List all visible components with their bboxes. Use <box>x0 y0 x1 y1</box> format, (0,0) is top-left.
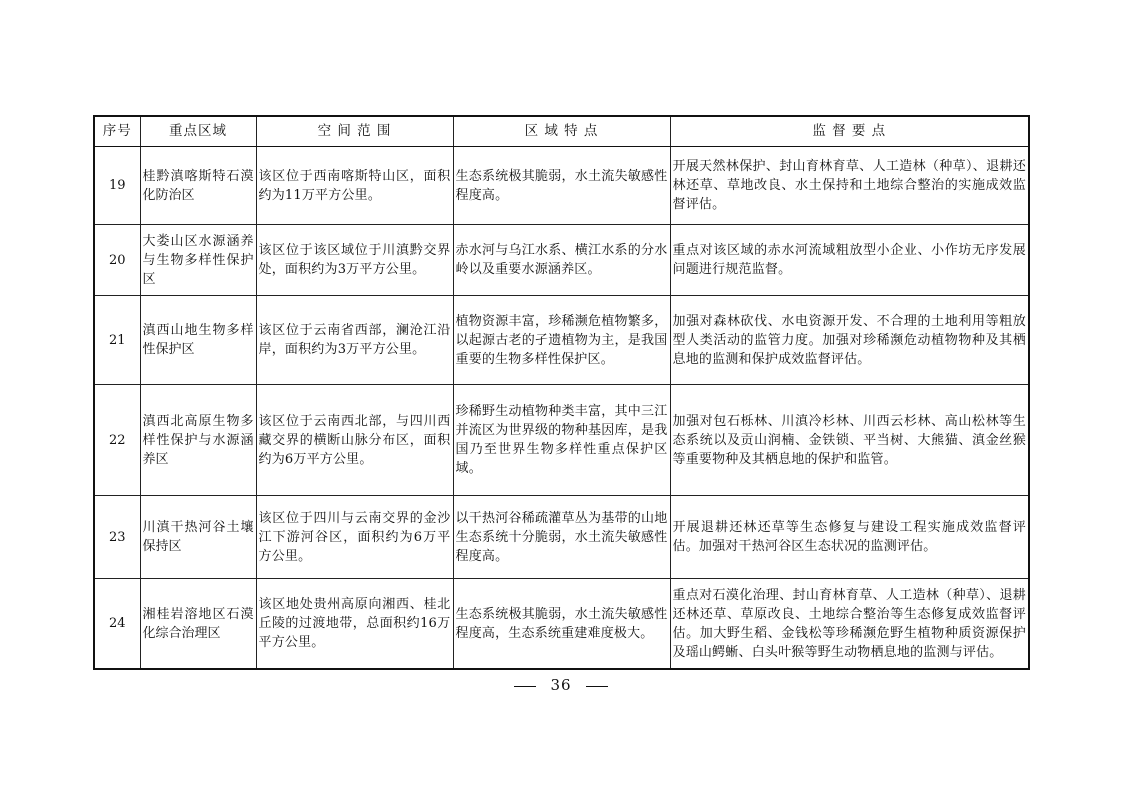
row-features: 以干热河谷稀疏灌草丛为基带的山地生态系统十分脆弱，水土流失敏感性程度高。 <box>453 496 670 579</box>
header-region: 重点区域 <box>140 116 256 147</box>
row-features: 植物资源丰富，珍稀濒危植物繁多，以起源古老的孑遗植物为主，是我国重要的生物多样性保护区。 <box>453 296 670 385</box>
row-features: 生态系统极其脆弱，水土流失敏感性程度高。 <box>453 147 670 225</box>
row-supervision: 开展退耕还林还草等生态修复与建设工程实施成效监督评估。加强对干热河谷区生态状况的监测评估。 <box>670 496 1029 579</box>
header-supervision: 监 督 要 点 <box>670 116 1029 147</box>
page-number: 36 <box>550 676 572 694</box>
header-features: 区 域 特 点 <box>453 116 670 147</box>
header-seq: 序号 <box>94 116 140 147</box>
row-features: 生态系统极其脆弱，水土流失敏感性程度高，生态系统重建难度极大。 <box>453 579 670 670</box>
table-row <box>94 296 1029 385</box>
row-supervision: 重点对该区域的赤水河流域粗放型小企业、小作坊无序发展问题进行规范监督。 <box>670 225 1029 296</box>
table-header-row <box>94 116 1029 147</box>
row-supervision: 重点对石漠化治理、封山育林育草、人工造林（种草）、退耕还林还草、草原改良、土地综合整治等生态修复成效监督评估。加大野生稻、金钱松等珍稀濒危野生植物种质资源保护及瑶山鳄蜥、白头叶猴等野生动物栖息地的监测与评估。 <box>670 579 1029 670</box>
row-supervision: 加强对包石栎林、川滇冷杉林、川西云杉林、高山松林等生态系统以及贡山润楠、金铁锁、平当树、大熊猫、滇金丝猴等重要物种及其栖息地的保护和监管。 <box>670 385 1029 496</box>
regions-table <box>93 115 1030 670</box>
row-supervision: 开展天然林保护、封山育林育草、人工造林（种草）、退耕还林还草、草地改良、水土保持和土地综合整治的实施成效监督评估。 <box>670 147 1029 225</box>
table-row <box>94 496 1029 579</box>
row-seq: 19 <box>94 147 140 225</box>
right-dash-divider <box>586 686 608 687</box>
row-region: 湘桂岩溶地区石漠化综合治理区 <box>140 579 256 670</box>
row-region: 大娄山区水源涵养与生物多样性保护区 <box>140 225 256 296</box>
table-row <box>94 385 1029 496</box>
left-dash-divider <box>514 686 536 687</box>
row-scope: 该区位于四川与云南交界的金沙江下游河谷区，面积约为6万平方公里。 <box>256 496 453 579</box>
row-seq: 23 <box>94 496 140 579</box>
row-region: 桂黔滇喀斯特石漠化防治区 <box>140 147 256 225</box>
row-region: 滇西北高原生物多样性保护与水源涵养区 <box>140 385 256 496</box>
row-scope: 该区位于该区域位于川滇黔交界处，面积约为3万平方公里。 <box>256 225 453 296</box>
row-features: 赤水河与乌江水系、横江水系的分水岭以及重要水源涵养区。 <box>453 225 670 296</box>
row-seq: 22 <box>94 385 140 496</box>
row-region: 川滇干热河谷土壤保持区 <box>140 496 256 579</box>
table-row <box>94 147 1029 225</box>
row-scope: 该区位于西南喀斯特山区，面积约为11万平方公里。 <box>256 147 453 225</box>
table-row <box>94 225 1029 296</box>
table-row <box>94 579 1029 670</box>
row-scope: 该区位于云南省西部，澜沧江沿岸，面积约为3万平方公里。 <box>256 296 453 385</box>
row-scope: 该区地处贵州高原向湘西、桂北丘陵的过渡地带，总面积约16万平方公里。 <box>256 579 453 670</box>
row-seq: 21 <box>94 296 140 385</box>
row-seq: 20 <box>94 225 140 296</box>
row-seq: 24 <box>94 579 140 670</box>
header-scope: 空 间 范 围 <box>256 116 453 147</box>
row-scope: 该区位于云南西北部，与四川西藏交界的横断山脉分布区，面积约为6万平方公里。 <box>256 385 453 496</box>
page-footer <box>0 676 1122 694</box>
row-supervision: 加强对森林砍伐、水电资源开发、不合理的土地利用等粗放型人类活动的监管力度。加强对珍稀濒危动植物物种及其栖息地的监测和保护成效监督评估。 <box>670 296 1029 385</box>
row-region: 滇西山地生物多样性保护区 <box>140 296 256 385</box>
row-features: 珍稀野生动植物种类丰富，其中三江并流区为世界级的物种基因库，是我国乃至世界生物多样性重点保护区域。 <box>453 385 670 496</box>
